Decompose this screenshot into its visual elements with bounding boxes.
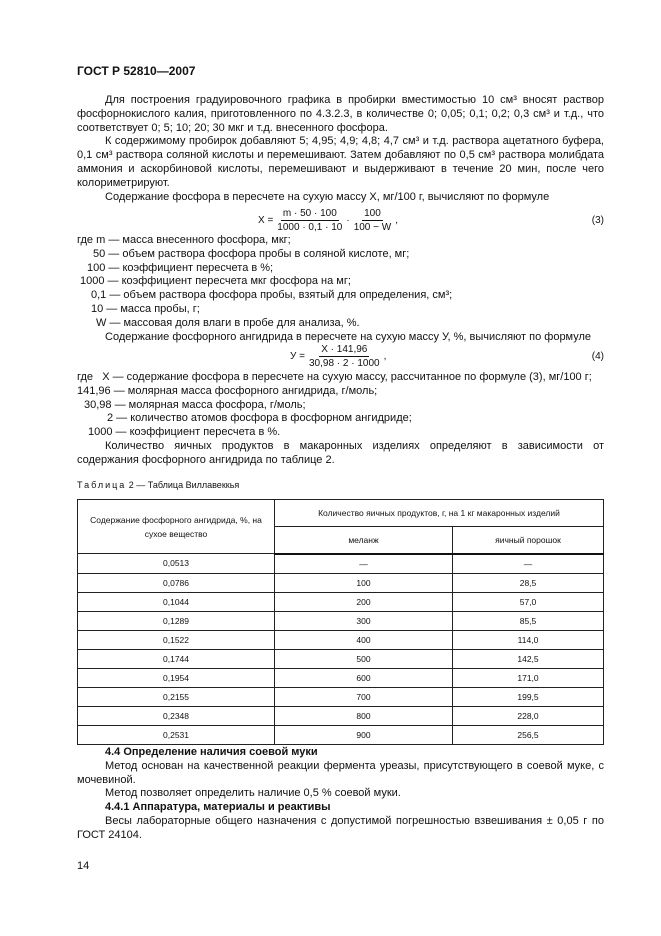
paragraph-buffer: К содержимому пробирок добавляют 5; 4,95; 4,9; 4,8; 4,7 см³ и т.д. раствора ацетатного буфера, 0,1 см³ раствора соляной кислоты и перемешивают. Затем добавляют по 0,5 см³ раствора молибдата аммония и аскорбиновой кислоты, перемешивают и выдерживают в течение 20 мин, после чего колориметрируют. [77, 135, 604, 189]
list-item: 0,1 — объем раствора фосфора пробы, взятый для определения, см³; [91, 289, 453, 302]
table-cell: 100 [275, 573, 453, 592]
villavecchia-table [77, 499, 604, 745]
table-row [78, 611, 604, 630]
equation-number-3: (3) [591, 215, 604, 226]
paragraph-table-ref: Количество яичных продуктов в макаронных изделиях определяют в зависимости от содержания фосфорного ангидрида по таблице 2. [77, 439, 604, 466]
col-header-group: Количество яичных продуктов, г, на 1 кг макаронных изделий [275, 500, 604, 527]
col-header-anhydride: Содержание фосфорного ангидрида, %, на сухое вещество [78, 500, 275, 554]
list-item: 1000 — коэффициент пересчета мкг фосфора на мг; [80, 275, 351, 288]
list-item: 2 — количество атомов фосфора в фосфорном ангидриде; [107, 412, 412, 425]
paragraph: Весы лабораторные общего назначения с допустимой погрешностью взвешивания ± 0,05 г по ГОСТ 24104. [77, 814, 604, 841]
table-cell: 0,1044 [78, 592, 275, 611]
table-cell: 0,2155 [78, 687, 275, 706]
table-cell: 700 [275, 687, 453, 706]
table-row [78, 706, 604, 725]
list-item: 30,98 — молярная масса фосфора, г/моль; [84, 398, 306, 411]
table-cell: 228,0 [453, 706, 604, 725]
table-cell: 300 [275, 611, 453, 630]
table-row [78, 649, 604, 668]
table-row [78, 668, 604, 687]
formula-3: X = $\frac{m \cdot 50 \cdot 100}{1000 \cdot 0,1 \cdot 10}$ · $\frac{100}{100 - W}$ , [258, 208, 398, 233]
formula-tail: , [383, 351, 387, 362]
table-cell: 200 [275, 592, 453, 611]
where-list-1 [77, 234, 604, 344]
caption-text: 2 — Таблица Виллавеккья [126, 480, 240, 490]
table-cell: 114,0 [453, 630, 604, 649]
formula-lhs: У = [290, 351, 305, 362]
list-item: 1000 — коэффициент пересчета в %. [88, 426, 281, 439]
subsection-heading: 4.4.1 Аппаратура, материалы и реактивы [105, 801, 331, 814]
table-row [78, 687, 604, 706]
table-caption [77, 480, 239, 490]
table-row [78, 725, 604, 744]
table-cell: 500 [275, 649, 453, 668]
formula-4 [290, 344, 386, 369]
table-cell: 0,0786 [78, 573, 275, 592]
list-item: 10 — масса пробы, г; [91, 302, 200, 315]
table-cell: 0,1522 [78, 630, 275, 649]
table-cell: 0,1954 [78, 668, 275, 687]
section-4-4 [77, 746, 604, 843]
table-cell: 85,5 [453, 611, 604, 630]
list-item: W — массовая доля влаги в пробе для анализа, %. [96, 316, 360, 329]
table-cell: 28,5 [453, 573, 604, 592]
list-item: 141,96 — молярная масса фосфорного ангидрида, г/моль; [77, 384, 378, 397]
list-item: где X — содержание фосфора в пересчете на сухую массу, рассчитанное по формуле (3), мг/100 г; [77, 371, 592, 383]
table-cell: 142,5 [453, 649, 604, 668]
table-cell: 0,0513 [78, 554, 275, 574]
list-item: 100 — коэффициент пересчета в %; [87, 261, 274, 274]
table-cell: — [275, 554, 453, 574]
table-cell: 57,0 [453, 592, 604, 611]
denominator: 100 − W [353, 222, 392, 233]
table-row [78, 573, 604, 592]
numerator: 100 [364, 208, 381, 219]
denominator: 1000 · 0,1 · 10 [277, 222, 343, 233]
col-header-melange: меланж [275, 527, 453, 554]
table-cell: 0,2348 [78, 706, 275, 725]
denominator: 30,98 · 2 · 1000 [308, 358, 380, 369]
table-row [78, 630, 604, 649]
table-cell: 0,2531 [78, 725, 275, 744]
equation-number-4: (4) [591, 351, 604, 362]
list-item: 50 — объем раствора фосфора пробы в соляной кислоте, мг; [93, 247, 410, 260]
table-row [78, 554, 604, 574]
body-top [77, 94, 604, 204]
document-header: ГОСТ Р 52810—2007 [77, 64, 196, 78]
table-cell: 199,5 [453, 687, 604, 706]
numerator: X · 141,96 [321, 344, 368, 355]
where-list-2 [77, 371, 604, 468]
table-cell: 600 [275, 668, 453, 687]
col-header-egg-powder: яичный порошок [453, 527, 604, 554]
table-cell: 400 [275, 630, 453, 649]
table-row [78, 592, 604, 611]
formula-lhs: X = [258, 215, 274, 226]
table-cell: 256,5 [453, 725, 604, 744]
page-number: 14 [77, 860, 90, 872]
paragraph-formula4-intro: Содержание фосфорного ангидрида в пересчете на сухую массу У, %, вычисляют по формуле [105, 330, 592, 343]
list-item: где m — масса внесенного фосфора, мкг; [77, 234, 291, 246]
table-cell: 0,1744 [78, 649, 275, 668]
paragraph: Метод позволяет определить наличие 0,5 % соевой муки. [105, 787, 401, 800]
paragraph-formula3-intro: Содержание фосфора в пересчете на сухую массу X, мг/100 г, вычисляют по формуле [105, 190, 550, 203]
caption-prefix: Таблица [77, 480, 127, 490]
table-cell: 900 [275, 725, 453, 744]
paragraph: Метод основан на качественной реакции фермента уреазы, присутствующего в соевой муке, с мочевиной. [77, 759, 604, 786]
formula-tail: , [395, 215, 398, 226]
table-cell: 800 [275, 706, 453, 725]
table-cell: 171,0 [453, 668, 604, 687]
table-cell: 0,1289 [78, 611, 275, 630]
numerator: m · 50 · 100 [282, 208, 337, 219]
paragraph-calibration: Для построения градуировочного графика в пробирки вместимостью 10 см³ вносят раствор фосфорнокислого калия, приготовленного по 4.3.2.3, в количестве 0; 0,05; 0,1; 0,2; 0,3 см³ и т.д., что соответствует 0; 5; 10; 20; 30 мкг и т.д. внесенного фосфора. [77, 94, 604, 134]
table-cell: — [453, 554, 604, 574]
section-heading: 4.4 Определение наличия соевой муки [105, 746, 318, 758]
